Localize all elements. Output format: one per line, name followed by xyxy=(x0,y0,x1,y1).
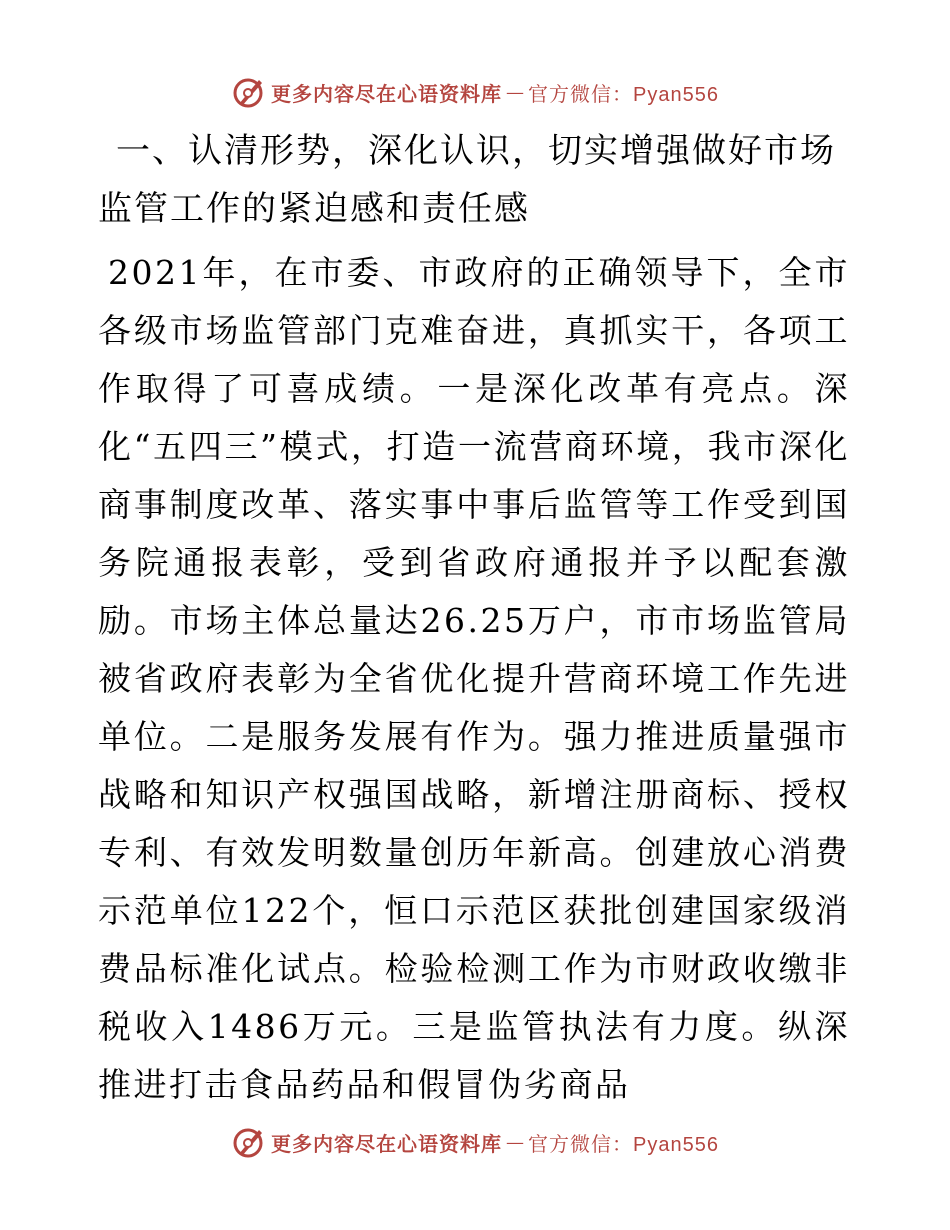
watermark-contact: 官方微信：Pyan556 xyxy=(528,83,719,106)
document-body xyxy=(98,122,850,1114)
quill-logo-icon xyxy=(231,74,267,110)
quill-logo-icon xyxy=(231,1124,267,1160)
watermark-dash: — xyxy=(506,1131,525,1153)
header-watermark xyxy=(0,72,950,112)
body-paragraph: 2021年，在市委、市政府的正确领导下，全市各级市场监管部门克难奋进，真抓实干，各项工作取得了可喜成绩。一是深化改革有亮点。深化“五四三”模式，打造一流营商环境，我市深化商事制度改革、落实事中事后监管等工作受到国务院通报表彰，受到省政府通报并予以配套激励。市场主体总量达26.25万户，市市场监管局被省政府表彰为全省优化提升营商环境工作先进单位。二是服务发展有作为。强力推进质量强市战略和知识产权强国战略，新增注册商标、授权专利、有效发明数量创历年新高。创建放心消费示范单位122个，恒口示范区获批创建国家级消费品标准化试点。检验检测工作为市财政收缴非税收入1486万元。三是监管执法有力度。纵深推进打击食品药品和假冒伪劣商品 xyxy=(98,253,850,1104)
section-heading: 一、认清形势，深化认识，切实增强做好市场监管工作的紧迫感和责任感 xyxy=(98,131,836,229)
watermark-text: 更多内容尽在心语资料库 xyxy=(271,81,503,106)
watermark-contact: 官方微信：Pyan556 xyxy=(528,1133,719,1156)
footer-watermark xyxy=(0,1122,950,1162)
watermark-dash: — xyxy=(506,81,525,103)
watermark-text: 更多内容尽在心语资料库 xyxy=(271,1131,503,1156)
